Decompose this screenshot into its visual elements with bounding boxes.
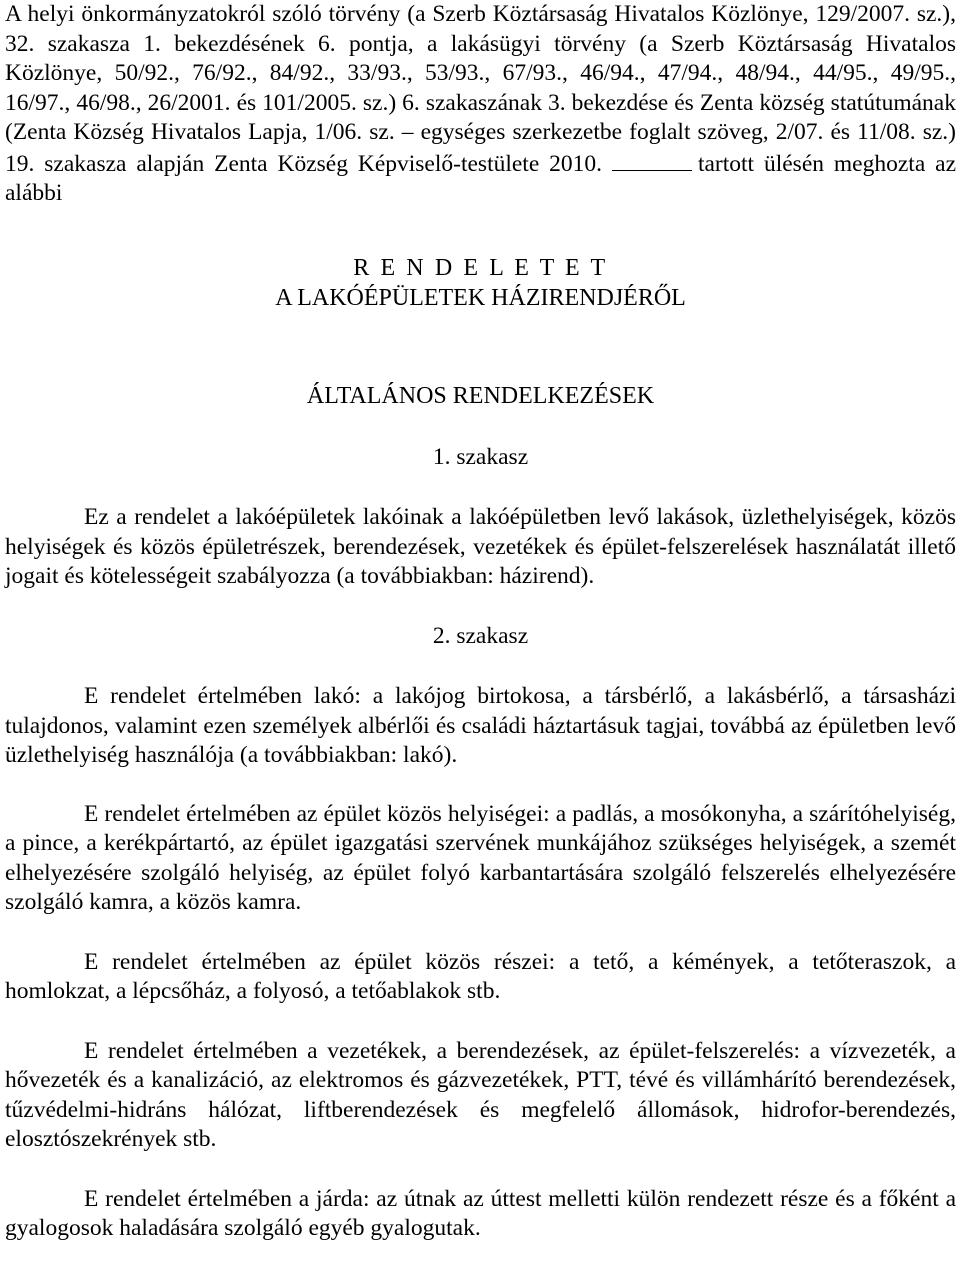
document-page xyxy=(5,0,956,1244)
chapter-heading: ÁLTALÁNOS RENDELKEZÉSEK xyxy=(306,382,655,409)
section-2-paragraph-2: E rendelet értelmében az épület közös helyiségei: a padlás, a mosókonyha, a szárítóhelyiség, a pince, a kerékpártartó, az épület igazgatási szervének munkájához szükséges helyiségek, a szemét elhelyezésére szolgáló helyiség, az épület folyó karbantartására szolgáló felszerelés elhelyezésére szolgáló kamra, a közös kamra. xyxy=(5,800,956,915)
preamble-paragraph xyxy=(5,0,956,209)
section-2-paragraph-4: E rendelet értelmében a vezetékek, a berendezések, az épület-felszerelés: a vízvezeték, a hővezeték és a kanalizáció, az elektromos és gázvezetékek, PTT, tévé és villámhárító berendezések, tűzvédelmi-hidráns hálózat, liftberendezések és megfelelő állomások, hidrofor-berendezés, elosztószekrények stb. xyxy=(5,1037,956,1152)
preamble-text: A helyi önkormányzatokról szóló törvény (a Szerb Köztársaság Hivatalos Közlönye, 129/2007. sz.), 32. szakasza 1. bekezdésének 6. pontja, a lakásügyi törvény (a Szerb Köztársaság Hivatalos Közlönye, 50/92., 76/92., 84/92., 33/93., 53/93., 67/93., 46/94., 47/94., 48/94., 44/95., 49/95., 16/97., 46/98., 26/2001. és 101/2005. sz.) 6. szakaszának 3. bekezdése és Zenta község statútumának (Zenta Község Hivatalos Lapja, 1/06. sz. – egységes szerkezetbe foglalt szöveg, 2/07. és 11/08. sz.) 19. szakasza alapján Zenta Község Képviselő-testülete 2010. xyxy=(5,1,956,177)
date-blank-line xyxy=(612,148,692,171)
section-2-paragraph-5: E rendelet értelmében a járda: az útnak az úttest melletti külön rendezett része és a főként a gyalogosok haladására szolgáló egyéb gyalogutak. xyxy=(5,1185,956,1241)
section-2-paragraph-3: E rendelet értelmében az épület közös részei: a tető, a kémények, a tetőteraszok, a homlokzat, a lépcsőház, a folyosó, a tetőablakok stb. xyxy=(5,948,956,1004)
preamble-text-continued: tartott ülésén meghozta az alábbi xyxy=(5,150,957,206)
section-heading-1: 1. szakasz xyxy=(432,443,529,470)
decree-title: R E N D E L E T E T xyxy=(353,254,608,281)
section-heading-2: 2. szakasz xyxy=(432,622,529,649)
section-1-paragraph-1: Ez a rendelet a lakóépületek lakóinak a lakóépületben levő lakások, üzlethelyiségek, közös helyiségek és közös épületrészek, berendezések, vezetékek és épület-felszerelések használatát illető jogait és kötelességeit szabályozza (a továbbiakban: házirend). xyxy=(5,504,956,589)
section-2-paragraph-1: E rendelet értelmében lakó: a lakójog birtokosa, a társbérlő, a lakásbérlő, a társasházi tulajdonos, valamint ezen személyek albérlői és családi háztartásuk tagjai, továbbá az épületben levő üzlethelyiség használója (a továbbiakban: lakó). xyxy=(5,683,956,768)
decree-subtitle: A LAKÓÉPÜLETEK HÁZIRENDJÉRŐL xyxy=(275,284,686,311)
